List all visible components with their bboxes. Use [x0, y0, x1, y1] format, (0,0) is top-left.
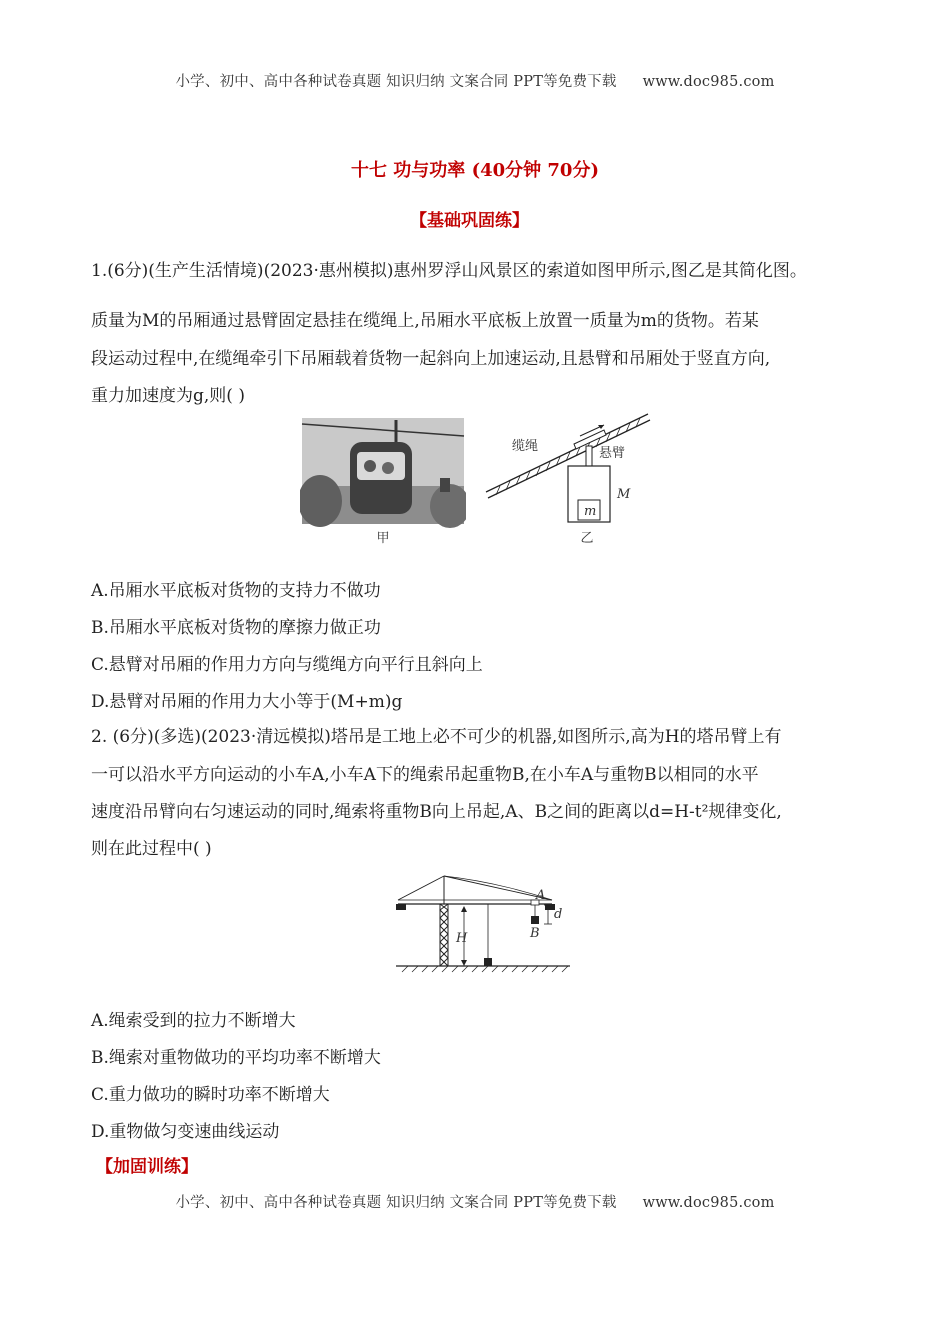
q1-option-c: C.悬臂对吊厢的作用力方向与缆绳方向平行且斜向上 — [91, 655, 483, 675]
distance-label: d — [554, 907, 563, 922]
page-title: 十七 功与功率 (40分钟 70分) — [351, 160, 599, 181]
q2-option-a: A.绳索受到的拉力不断增大 — [91, 1011, 296, 1031]
footer-site-link[interactable]: www.doc985.com — [642, 1195, 775, 1211]
q2-line-3: 速度沿吊臂向右匀速运动的同时,绳索将重物B向上吊起,A、B之间的距离以d=H-t²规律变化, — [91, 802, 782, 822]
page-footer — [0, 1191, 950, 1212]
q2-option-b: B.绳索对重物做功的平均功率不断增大 — [91, 1048, 381, 1068]
cabin-mass-label: M — [617, 487, 631, 502]
footer-text: 小学、初中、高中各种试卷真题 知识归纳 文案合同 PPT等免费下载 — [175, 1195, 617, 1211]
q1-line-3: 段运动过程中,在缆绳牵引下吊厢载着货物一起斜向上加速运动,且悬臂和吊厢处于竖直方向, — [91, 349, 771, 369]
counterweight — [396, 904, 406, 910]
crane-tower — [440, 876, 448, 966]
q2-line-2: 一可以沿水平方向运动的小车A,小车A下的绳索吊起重物B,在小车A与重物B以相同的水平 — [91, 765, 759, 785]
q2-option-d: D.重物做匀变速曲线运动 — [91, 1122, 280, 1142]
q2-line-1: 2. (6分)(多选)(2023·清远模拟)塔吊是工地上必不可少的机器,如图所示,高为H的塔吊臂上有 — [91, 727, 782, 747]
q1-line-1: 1.(6分)(生产生活情境)(2023·惠州模拟)惠州罗浮山风景区的索道如图甲所示,图乙是其简化图。 — [91, 261, 807, 281]
q2-option-c: C.重力做功的瞬时功率不断增大 — [91, 1085, 330, 1105]
cable-label: 缆绳 — [512, 439, 539, 454]
header-site-link[interactable]: www.doc985.com — [642, 74, 775, 90]
q2-crane-figure — [392, 868, 574, 976]
load-b — [531, 916, 539, 924]
suspension-arm — [586, 446, 592, 466]
trolley-label: A — [536, 888, 546, 903]
q1-option-d: D.悬臂对吊厢的作用力大小等于(M+m)g — [91, 692, 403, 712]
q1-photo-figure — [300, 416, 466, 548]
section-extra-heading: 【加固训练】 — [96, 1157, 198, 1177]
cargo-mass-label: m — [584, 504, 597, 519]
header-text: 小学、初中、高中各种试卷真题 知识归纳 文案合同 PPT等免费下载 — [175, 74, 617, 90]
q1-option-a: A.吊厢水平底板对货物的支持力不做功 — [91, 581, 381, 601]
q1-line-4: 重力加速度为g,则( ) — [91, 386, 245, 406]
q2-line-4: 则在此过程中( ) — [91, 839, 212, 859]
q1-option-b: B.吊厢水平底板对货物的摩擦力做正功 — [91, 618, 381, 638]
q1-photo-caption: 甲 — [376, 531, 390, 546]
q1-diagram-caption: 乙 — [580, 531, 594, 546]
section-basic-heading: 【基础巩固练】 — [410, 211, 529, 231]
page-header — [0, 70, 950, 91]
q1-diagram-figure — [480, 408, 660, 548]
arm-label: 悬臂 — [599, 446, 626, 461]
height-label: H — [456, 931, 468, 946]
q1-line-2: 质量为M的吊厢通过悬臂固定悬挂在缆绳上,吊厢水平底板上放置一质量为m的货物。若某 — [91, 311, 759, 331]
load-label: B — [530, 926, 540, 941]
